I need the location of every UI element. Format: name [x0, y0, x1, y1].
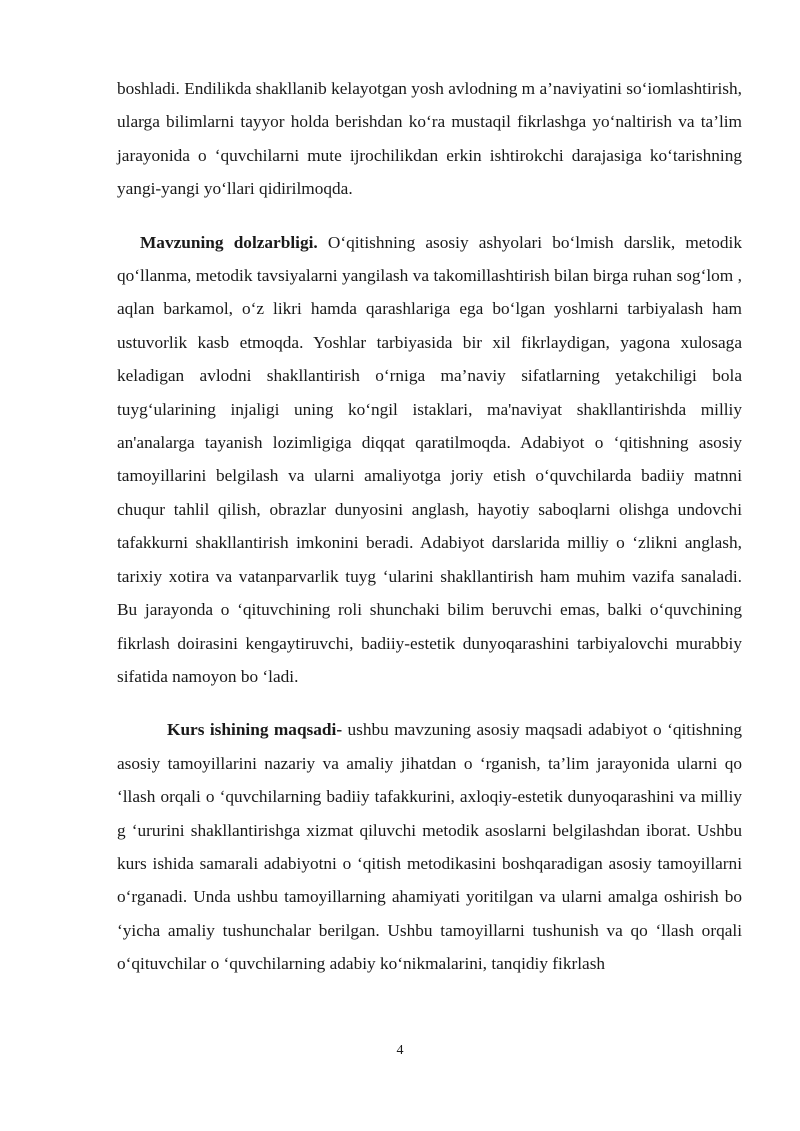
purpose-heading: Kurs ishining maqsadi-: [167, 720, 343, 740]
paragraph-relevance: [117, 226, 742, 694]
paragraph-intro-text: boshladi. Endilikda shakllanib kelayotgan yosh avlodning m a’naviyatini so‘iomlashtirish, ularga bilimlarni tayyor holda berishdan ko‘ra mustaqil fikrlashga yo‘naltirish va ta’lim jarayonida o ‘quvchilarni mute ijrochilikdan erkin ishtirokchi darajasiga ko‘tarishning yangi-yangi yo‘llari qidirilmoqda.: [117, 79, 742, 199]
document-page: [117, 72, 742, 981]
page-number: 4: [396, 1043, 404, 1058]
paragraph-purpose: [117, 713, 742, 980]
paragraph-intro: [117, 72, 742, 206]
purpose-text: ushbu mavzuning asosiy maqsadi adabiyot o ‘qitishning asosiy tamoyillarini nazariy va amaliy jihatdan o ‘rganish, ta’lim jarayonida ularni qo ‘llash orqali o ‘quvchilarning badiiy tafakkurini, axloqiy-estetik dunyoqarashini va milliy g ‘ururini shakllantirishga xizmat qiluvchi metodik asoslarni belgilashdan iborat. Ushbu kurs ishida samarali adabiyotni o ‘qitish metodikasini boshqaradigan asosiy tamoyillarni o‘rganadi. Unda ushbu tamoyillarning ahamiyati yoritilgan va ularni amalga oshirish bo ‘yicha amaliy tushunchalar berilgan. Ushbu tamoyillarni tushunish va qo ‘llash orqali o‘qituvchilar o ‘quvchilarning adabiy ko‘nikmalarini, tanqidiy fikrlash: [117, 720, 742, 974]
relevance-text: O‘qitishning asosiy ashyolari bo‘lmish darslik, metodik qo‘llanma, metodik tavsiyalarni yangilash va takomillashtirish bilan birga ruhan sog‘lom , aqlan barkamol, o‘z likri hamda qarashlariga ega bo‘lgan yoshlarni tarbiyalash ham ustuvorlik kasb etmoqda. Yoshlar tarbiyasida bir xil fikrlaydigan, yagona xulosaga keladigan avlodni shakllantirish o‘rniga ma’naviy sifatlarning yetakchiligi bola tuyg‘ularining injaligi uning ko‘ngil istaklari, ma'naviyat shakllantirishda milliy an'analarga tayanish lozimligiga diqqat qaratilmoqda. Adabiyot o ‘qitishning asosiy tamoyillarini belgilash va ularni amaliyotga joriy etish o‘quvchilarda badiiy matnni chuqur tahlil qilish, obrazlar dunyosini anglash, hayotiy saboqlarni olishga undovchi tafakkurni shakllantirish imkonini beradi. Adabiyot darslarida milliy o ‘zlikni anglash, tarixiy xotira va vatanparvarlik tuyg ‘ularini shakllantirish ham muhim vazifa sanaladi. Bu jarayonda o ‘qituvchining roli shunchaki bilim beruvchi emas, balki o‘quvchining fikrlash doirasini kengaytiruvchi, badiiy-estetik dunyoqarashini tarbiyalovchi murabbiy sifatida namoyon bo ‘ladi.: [117, 232, 742, 686]
relevance-heading: Mavzuning dolzarbligi.: [140, 232, 318, 252]
